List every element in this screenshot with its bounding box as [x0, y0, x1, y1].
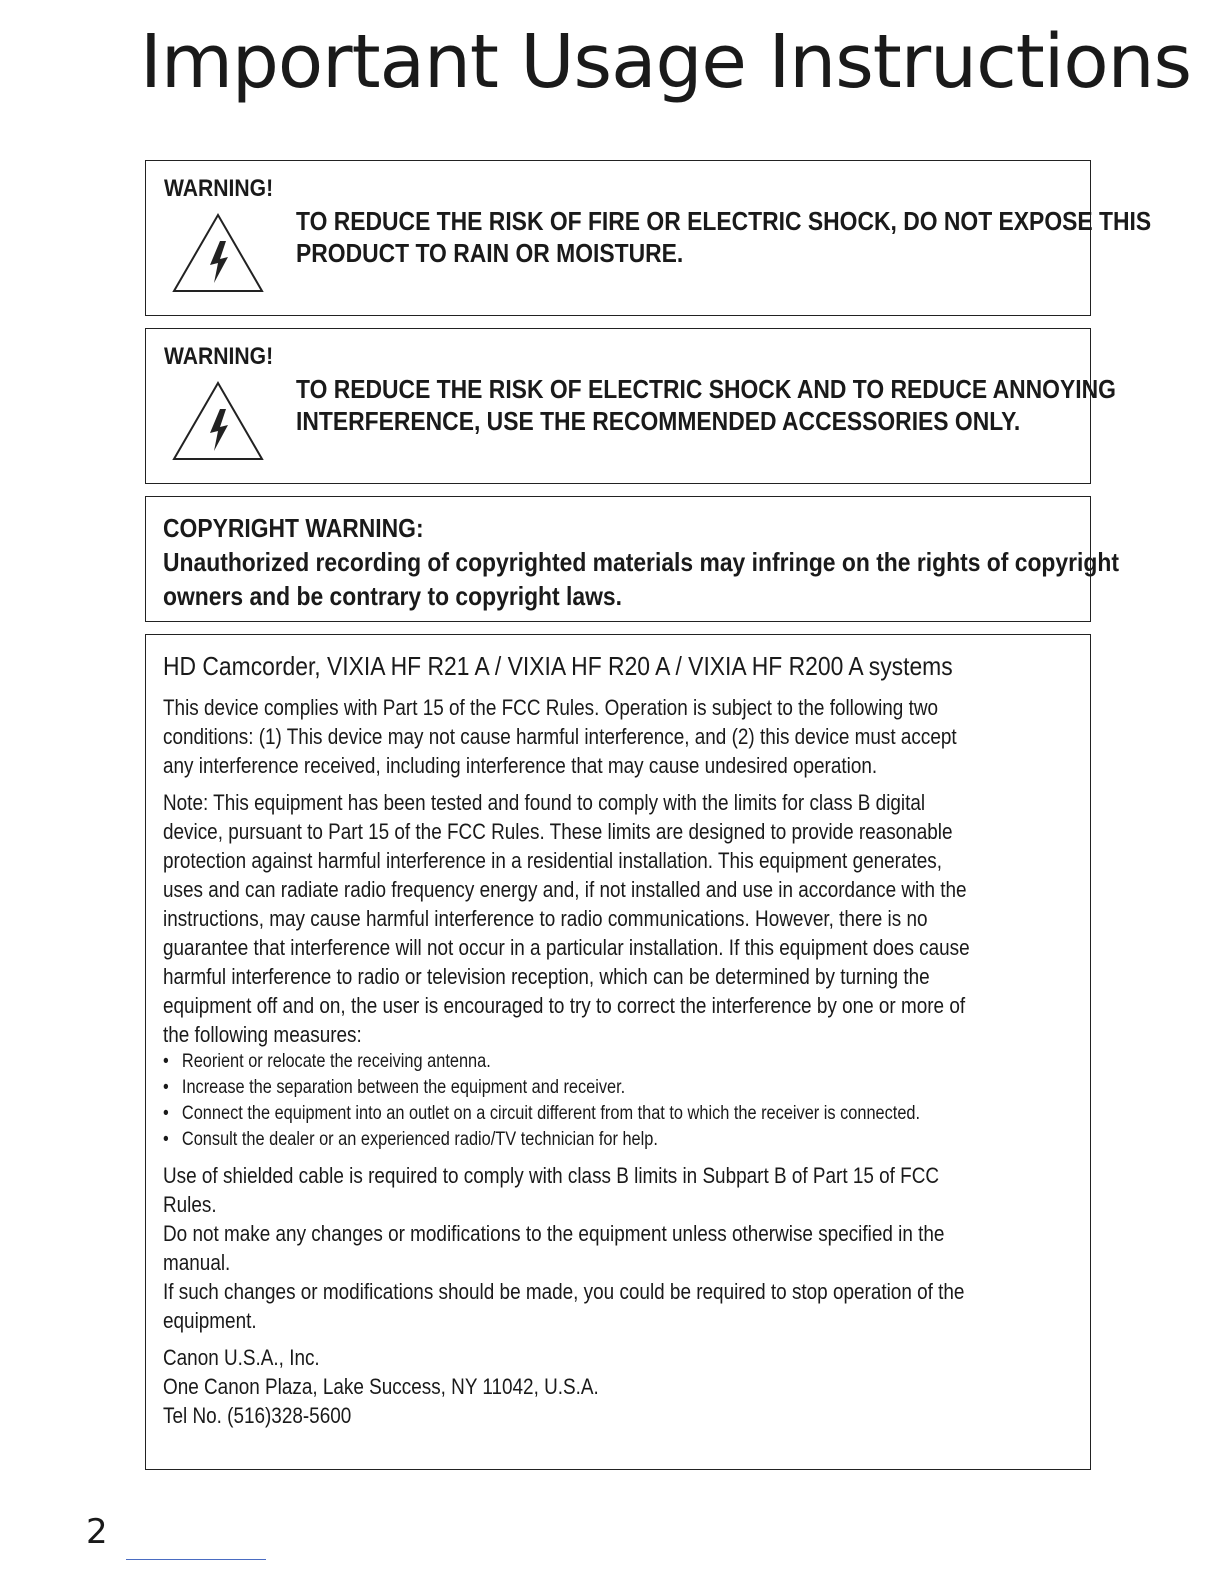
copyright-line: owners and be contrary to copyright laws. [163, 581, 622, 611]
fcc-rules-paragraph: Use of shielded cable is required to comply with class B limits in Subpart B of Part 15 of FCC Rules. Do not make any changes or modifications to the equipment unless otherwise specified in the manual. If such changes or modifications should be made, you could be required to stop operation of the equipment. [163, 1163, 965, 1333]
fcc-compliance-paragraph: This device complies with Part 15 of the FCC Rules. Operation is subject to the following two conditions: (1) This device may not cause harmful interference, and (2) this device must accept any interference received, including interference that may cause undesired operation. [163, 695, 957, 778]
lightning-warning-icon [170, 379, 266, 468]
warning-message: TO REDUCE THE RISK OF FIRE OR ELECTRIC SHOCK, DO NOT EXPOSE THIS PRODUCT TO RAIN OR MOISTURE. [296, 206, 1152, 268]
warning-box-fire [145, 160, 1152, 316]
warning-box-shock [145, 328, 1116, 484]
fcc-heading: HD Camcorder, VIXIA HF R21 A / VIXIA HF R20 A / VIXIA HF R200 A systems [163, 651, 953, 681]
warning-label: WARNING! [164, 343, 274, 370]
fcc-note-paragraph: Note: This equipment has been tested and found to comply with the limits for class B digital device, pursuant to Part 15 of the FCC Rules. These limits are designed to provide reasonable protection against harmful interference in a residential installation. This equipment generates, uses and can radiate radio frequency energy and, if not installed and use in accordance with the instructions, may cause harmful interference to radio communications. However, there is no guarantee that interference will not occur in a particular installation. If this equipment does cause harmful interference to radio or television reception, which can be determined by turning the equipment off and on, the user is encouraged to try to correct the interference by one or more of the following measures: [163, 790, 970, 1047]
list-item: • Connect the equipment into an outlet on a circuit different from that to which the receiver is connected. [163, 1103, 921, 1124]
page-number: 2 [86, 1512, 108, 1552]
list-item: • Increase the separation between the equipment and receiver. [163, 1077, 626, 1098]
warning-label: WARNING! [164, 175, 274, 202]
copyright-title: COPYRIGHT WARNING: [163, 513, 424, 543]
fcc-box [145, 634, 1091, 1470]
list-item: • Consult the dealer or an experienced radio/TV technician for help. [163, 1129, 658, 1150]
company-address: Canon U.S.A., Inc. One Canon Plaza, Lake Success, NY 11042, U.S.A. Tel No. (516)328-5600 [163, 1345, 599, 1428]
copyright-line: Unauthorized recording of copyrighted materials may infringe on the rights of copyright [163, 547, 1119, 577]
footer-rule [126, 1559, 266, 1560]
fcc-measures-list [163, 1049, 1074, 1153]
warning-message: TO REDUCE THE RISK OF ELECTRIC SHOCK AND TO REDUCE ANNOYING INTERFERENCE, USE THE RECOMMENDED ACCESSORIES ONLY. [296, 374, 1116, 436]
list-item: • Reorient or relocate the receiving antenna. [163, 1051, 491, 1072]
copyright-box [145, 496, 1119, 622]
page-title: Important Usage Instructions [140, 19, 1192, 105]
lightning-warning-icon [170, 211, 266, 300]
